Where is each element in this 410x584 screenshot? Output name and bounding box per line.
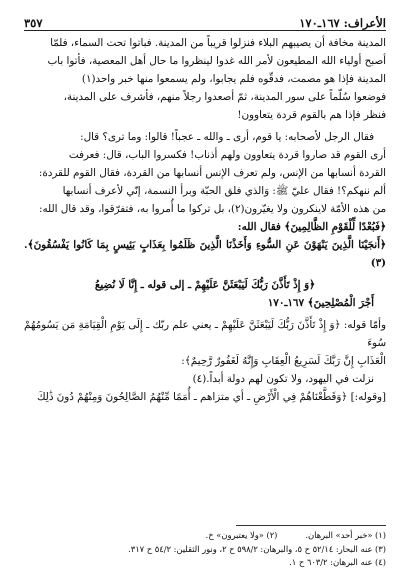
text-line: المدينة فإذا هو مصمت، فدقّوه فلم يجابوا، ولم يسمعوا منها خبر واحد(١) (81, 73, 386, 85)
footnote-row (24, 529, 386, 543)
footnote-rule (236, 525, 386, 526)
quran-verse: ﴿أَنجَيْنَا الَّذِينَ يَنْهَوْنَ عَنِ السُّوءِ وَأَخَذْنَا الَّذِينَ ظَلَمُوا بِعَذَابٍ بَئِيسٍ بِمَا كَانُوا يَفْسُقُونَ﴾.(٣) (24, 239, 386, 269)
footnote-4: (٤) عنه البرهان: ٦٠٣/٢ ح ١. (289, 557, 386, 567)
text-line: نزلت في اليهود، ولا تكون لهم دولة أبداً.(٤) (192, 373, 374, 385)
header-rule (24, 30, 386, 31)
section-heading-verse: أَجْرَ الْمُصْلِحِينَ﴾ ١٦٧ـ١٧٠ (267, 297, 374, 309)
text-line: الْعَذَابِ إِنَّ رَبَّكَ لَسَرِيعُ الْعِقَابِ وَإِنَّهُ لَغَفُورٌ رَّحِيمٌ﴾: (181, 355, 386, 367)
text-line: أصبح أولياء الله المطيعون لأمر الله غدوا لينظروا ما حال أهل المعصية، فأتوا باب (47, 55, 386, 67)
text-line: من هذه الأمّة لاينكرون ولا يغيّرون(٢)، بل تركوا ما أُمروا به، فتفرّقوا، وقد قال الله: (39, 203, 386, 215)
text-line: فقال الرجل لأصحابه: يا قوم، أرى ـ والله ـ عجباً! قالوا: وما ترى؟ قال: (80, 131, 374, 143)
text-line: فوضعوا سُلّماً على سور المدينة، ثمّ أصعدوا رجلاً منهم، فأشرف على المدينة، (63, 91, 386, 103)
section-heading-verse: ﴿وَ إِذْ تَأَذَّنَ رَبُّكَ لَيَبْعَثَنَّ عَلَيْهِمْ ـ إلى قوله ـ إِنَّا لَا نُضِيعُ (94, 279, 316, 291)
footnote-1: (١) «خبر أحد» البرهان. (305, 530, 386, 540)
footnote-2: (٢) «ولا يعتبرون» خ. (205, 530, 278, 540)
main-text (24, 34, 386, 406)
text-line: ألم ننهكم؟! فقال عليّ ﷺ: وَالذي فلق الحبّة وبرأ النسمة، إنّي لأعرف أنسابها (62, 185, 386, 197)
quran-verse: ﴿فَبُعْدًا لِّلْقَوْمِ الظَّالِمِينَ﴾ فقال الله: (237, 221, 386, 233)
text-line: القردة أنسابها من الإنس، ولم تعرف الإنس أنسابها من القردة، فقال القوم للقردة: (38, 167, 386, 179)
text-line: فنظر فإذا هم بالقوم قردة يتعاوون! (237, 109, 386, 121)
text-line: المدينة مخافة أن يصيبهم البلاء فنزلوا قريباً من المدينة. فباتوا تحت السماء، فلمّا (50, 37, 386, 49)
text-line: وأمّا قوله: ﴿وَ إِذْ تَأَذَّنَ رَبُّكَ لَيَبْعَثَنَّ عَلَيْهِمْ ـ يعني علم ربّك ـ إِلَى يَوْمِ الْقِيَامَةِ مَن يَسُومُهُمْ سُوءَ (24, 319, 386, 349)
text-line: أرى القوم قد صاروا قردة يتعاوون ولهم أذناب! فكسروا الباب، قال: فعرفت (68, 149, 386, 161)
footnotes (24, 529, 386, 570)
page-header (24, 10, 386, 30)
running-title: الأعراف: ١٦٧ـ١٧٠ (299, 16, 386, 30)
footnote-3: (٣) عنه البحار: ٥٢/١٤ ح ٥، والبرهان: ٥٩٨/٢ ح ٢، ونور الثقلين: ٥٤/٢ ح ٣١٧. (128, 543, 386, 554)
text-line: [وقوله:] ﴿وَقَطَّعْنَاهُمْ فِي الْأَرْضِ ـ أي متزاهم ـ أُمَمًا مِّنْهُمُ الصَّالِحُونَ وَمِنْهُمْ دُونَ ذَٰلِكَ (37, 391, 386, 403)
page-number: ٣٥٧ (24, 16, 43, 30)
